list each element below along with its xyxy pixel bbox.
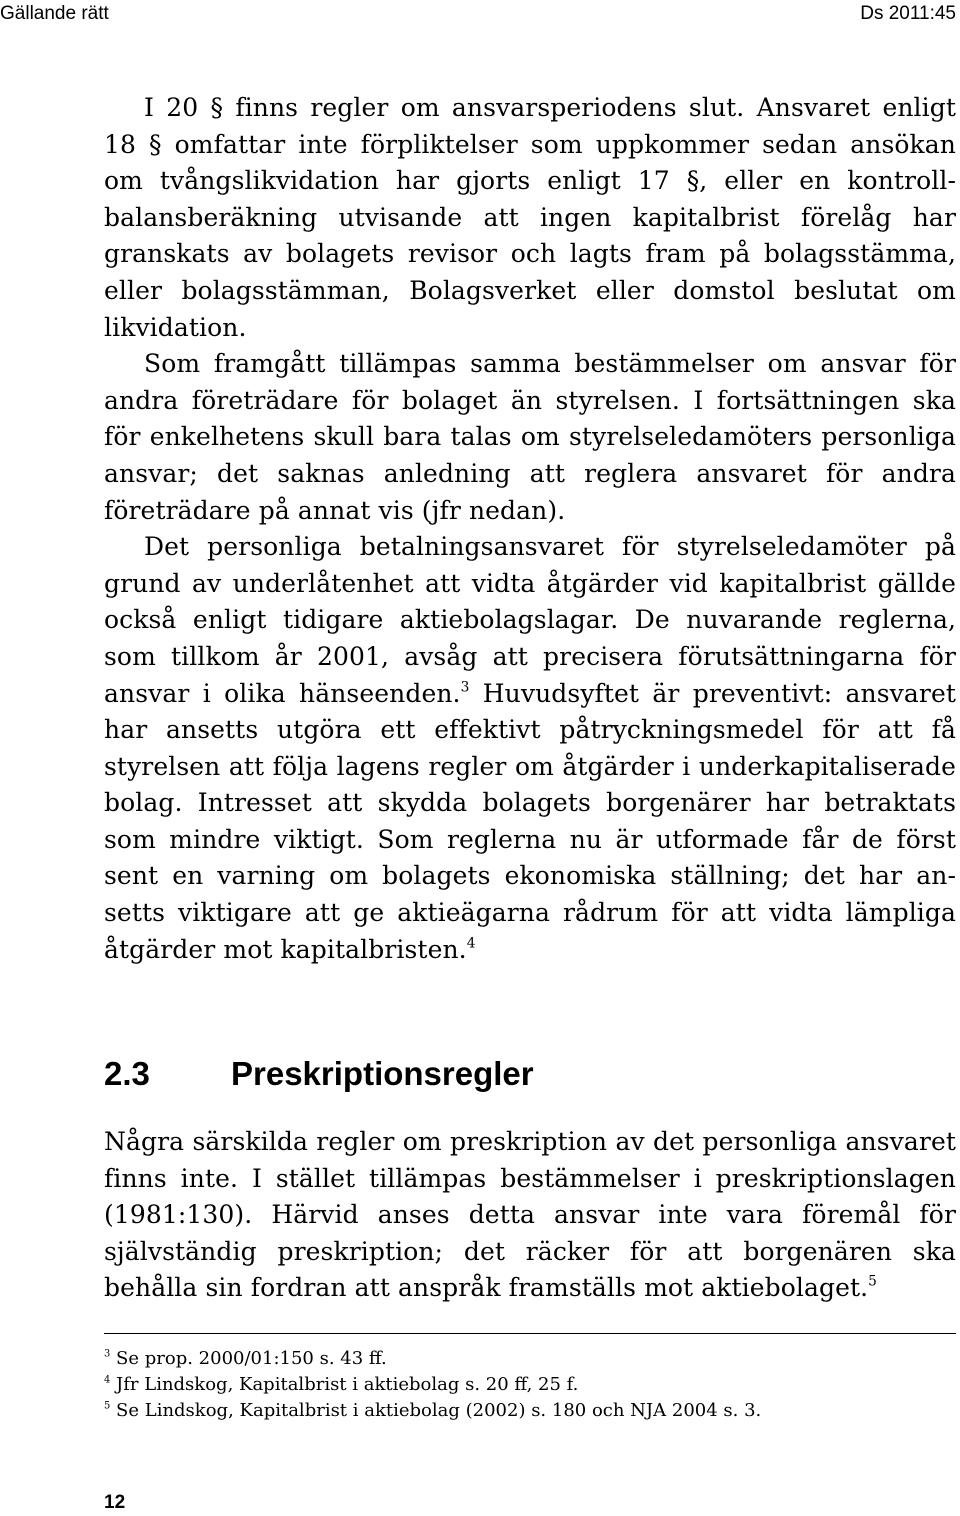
running-head-right: Ds 2011:45 <box>860 3 956 24</box>
paragraph <box>104 90 956 346</box>
footnote-text: Se prop. 2000/01:150 s. 43 ff. <box>116 1348 387 1369</box>
section-body <box>104 1124 956 1307</box>
page-header <box>0 0 960 30</box>
body-text <box>104 90 956 968</box>
paragraph-text: I 20 § finns regler om ansvarsperiodens slut. Ansvaret enligt 18 § omfattar inte förpliktelser som uppkommer sedan ansökan om tvångslikvidation har gjorts enligt 17 §, eller en kontroll-balansberäkning utvisande att ingen kapitalbrist förelåg har granskats av bolagets revisor och lagts fram på bolagsstämma, eller bolagsstämman, Bolagsverket eller domstol beslutat om likvidation. <box>104 93 956 342</box>
page-number: 12 <box>104 1492 126 1513</box>
paragraph <box>104 1124 956 1307</box>
footnote-text: Jfr Lindskog, Kapitalbrist i aktiebolag s. 20 ff, 25 f. <box>116 1374 579 1395</box>
paragraph-text: Det personliga betalningsansvaret för styrelseledamöter på grund av underlåtenhet att vidta åtgärder vid kapitalbrist gällde också enligt tidigare aktiebolagslagar. De nuvarande reglerna, som tillkom år 2001, avsåg att precisera förutsättningarna för ansvar i olika hänseenden. <box>104 532 956 708</box>
paragraph <box>104 529 956 968</box>
footnote <box>104 1372 956 1398</box>
running-head-left: Gällande rätt <box>0 3 109 24</box>
footnote-ref[interactable]: 4 <box>466 935 476 952</box>
footnote-divider <box>104 1333 956 1334</box>
paragraph <box>104 346 956 529</box>
footnote-ref[interactable]: 5 <box>868 1274 878 1291</box>
paragraph-text: Några särskilda regler om preskription av det personliga ansvaret finns inte. I stället tillämpas bestämmelser i preskriptionslagen (1981:130). Härvid anses detta ansvar inte vara föremål för självständig preskription; det räcker för att borgenären ska behålla sin fordran att anspråk framställs mot aktiebolaget. <box>104 1127 956 1303</box>
footnote-number: 5 <box>104 1400 111 1412</box>
footnote <box>104 1398 956 1424</box>
footnote <box>104 1346 956 1372</box>
footnotes <box>104 1346 956 1424</box>
paragraph-text: Som framgått tillämpas samma bestämmelser om ansvar för andra företrädare för bolaget än styrelsen. I fortsättningen ska för enkelhetens skull bara talas om styrelseledamöters personliga ansvar; det saknas anledning att reglera ansvaret för andra företrädare på annat vis (jfr nedan). <box>104 349 956 525</box>
footnote-text: Se Lindskog, Kapitalbrist i aktiebolag (2002) s. 180 och NJA 2004 s. 3. <box>116 1400 762 1421</box>
section-number: 2.3 <box>104 1055 150 1092</box>
footnote-number: 3 <box>104 1348 111 1360</box>
paragraph-text: Huvudsyftet är preventivt: ansvaret har ansetts utgöra ett effektivt påtryckningsmedel för att få styrelsen att följa lagens regler om åtgärder i underkapitaliserade bolag. Intresset att skydda bolagets borgenärer har betraktats som mindre viktigt. Som reglerna nu är utformade får de först sent en varning om bolagets ekonomiska ställning; det har an-setts viktigare att ge aktieägarna rådrum för att vidta lämpliga åtgärder mot kapitalbristen. <box>104 678 956 964</box>
footnote-number: 4 <box>104 1374 111 1386</box>
section-title: Preskriptionsregler <box>231 1055 534 1092</box>
section-heading <box>104 1055 534 1093</box>
footnote-ref[interactable]: 3 <box>460 679 470 696</box>
